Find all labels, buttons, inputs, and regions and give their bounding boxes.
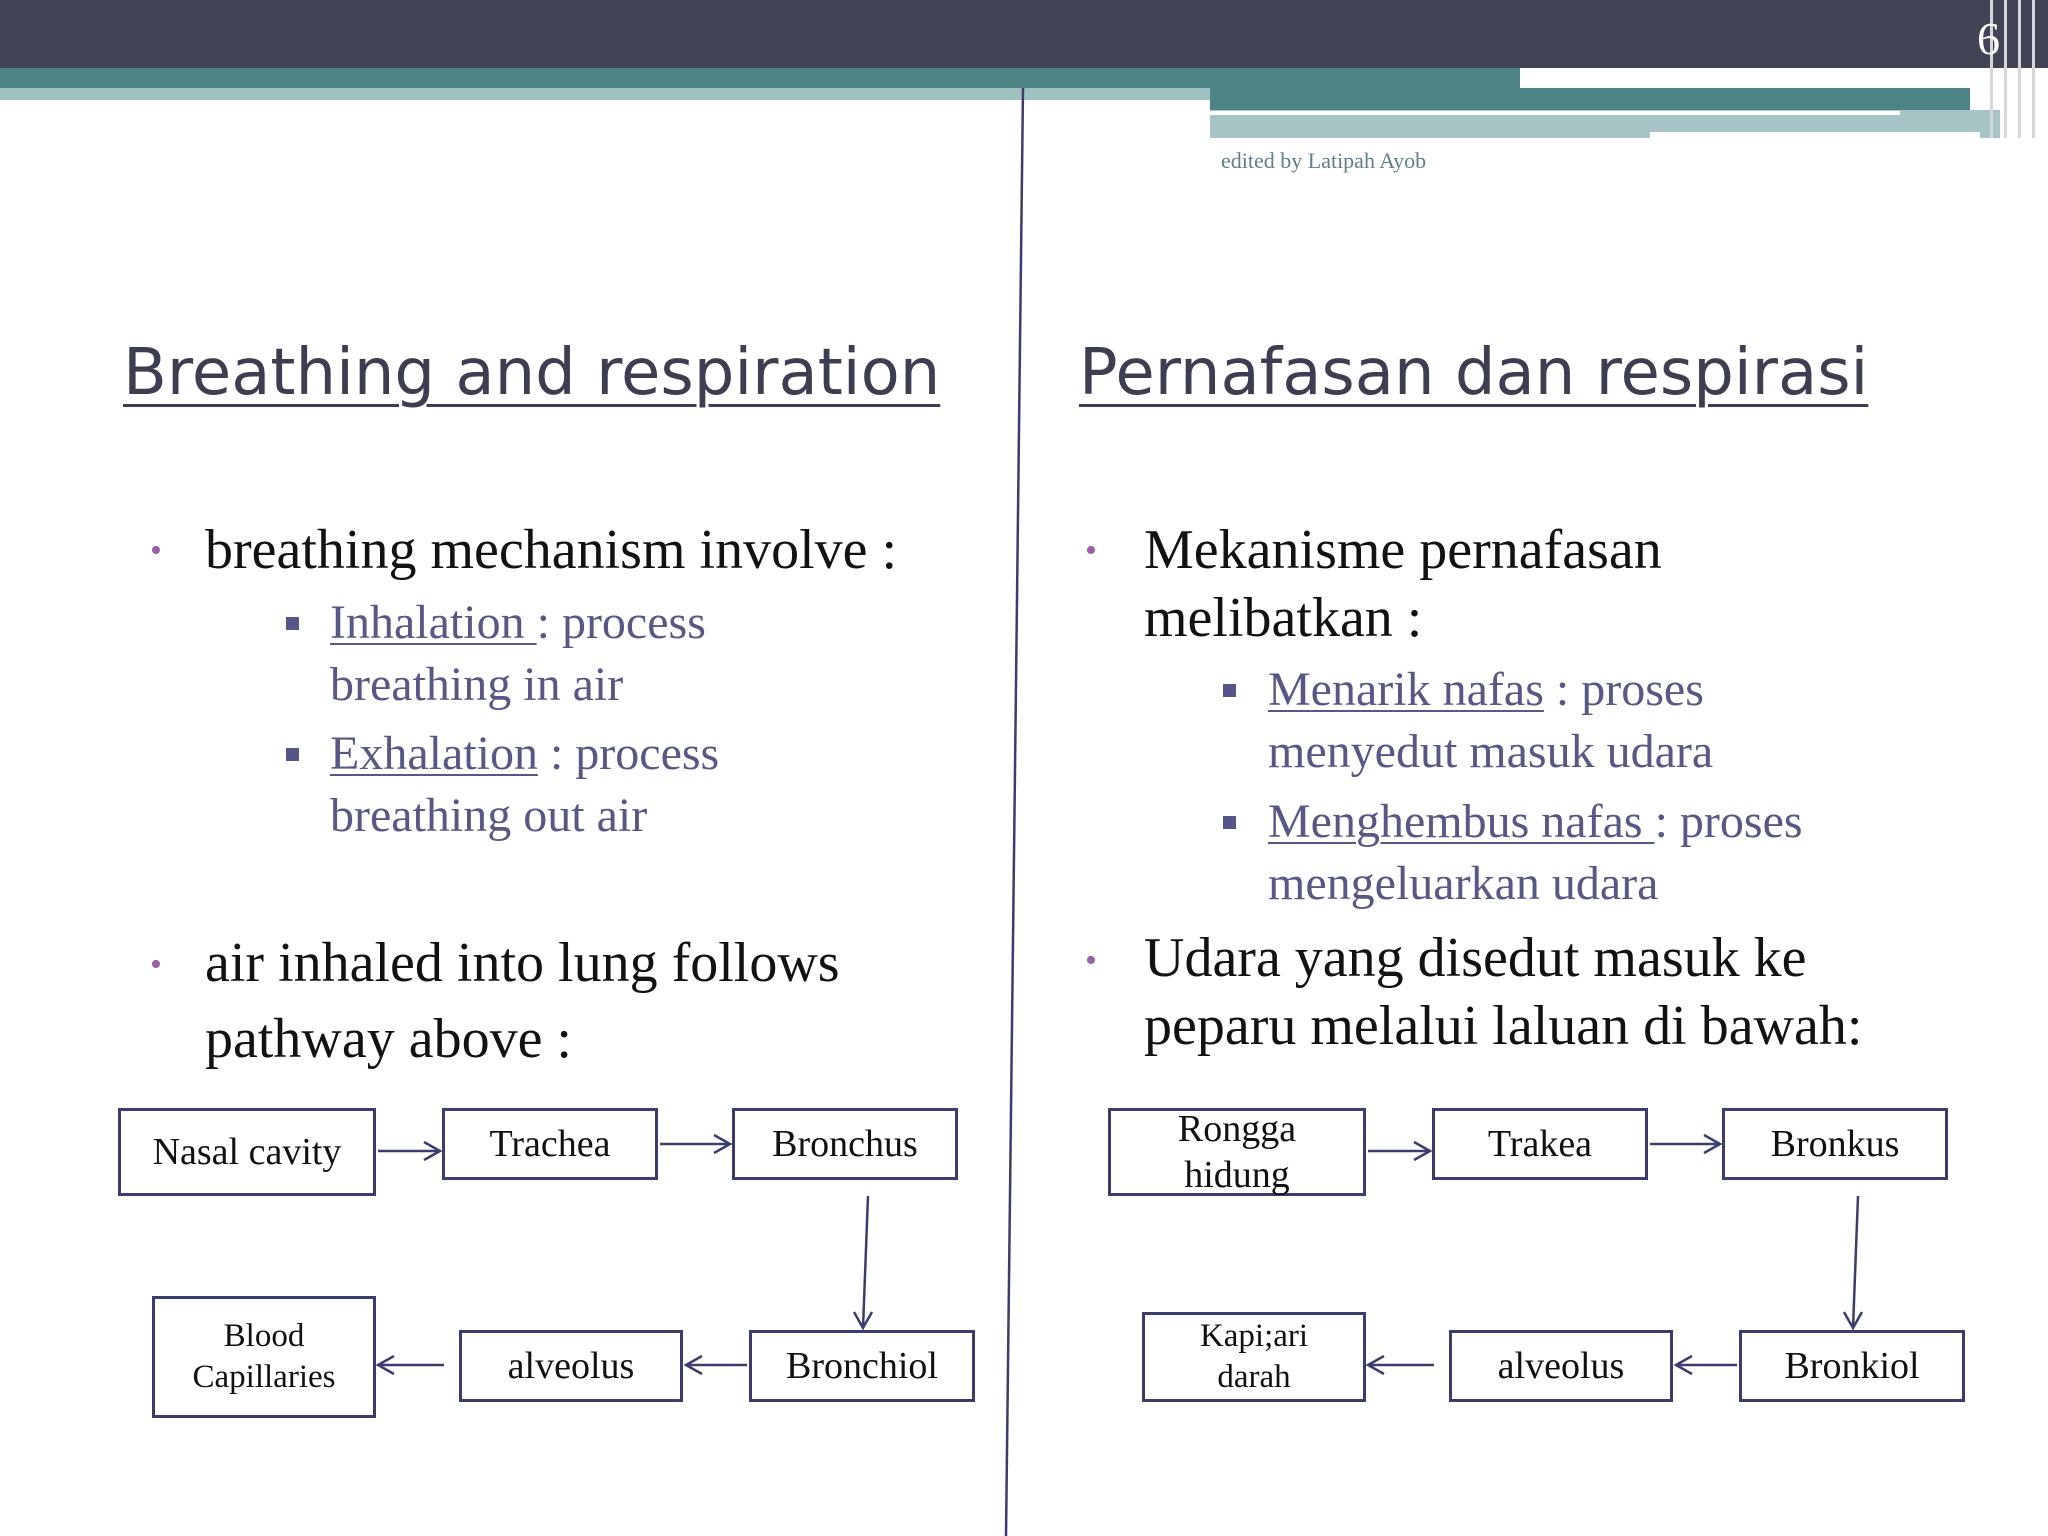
arrow-left-icon bbox=[686, 1356, 747, 1374]
right-sub-1-rest: : proses bbox=[1543, 663, 1704, 716]
left-sub-1-rest: : process bbox=[536, 596, 706, 649]
blood-capillaries-line2: Capillaries bbox=[192, 1359, 336, 1395]
kapilari-darah-line2: darah bbox=[1217, 1359, 1291, 1395]
right-bullet-1-line2: melibatkan : bbox=[1144, 587, 1423, 649]
left-sub-2-rest: : process bbox=[537, 727, 720, 780]
right-title: Pernafasan dan respirasi bbox=[1079, 336, 1869, 410]
right-sub-2-line2: mengeluarkan udara bbox=[1268, 857, 1659, 910]
arrow-left-icon bbox=[1676, 1356, 1737, 1374]
arrow-right-icon bbox=[1650, 1135, 1720, 1153]
menarik-nafas-term: Menarik nafas bbox=[1268, 663, 1544, 716]
left-bullet-2-line2: pathway above : bbox=[205, 1008, 572, 1070]
blood-capillaries-line1: Blood bbox=[223, 1318, 305, 1354]
inhalation-term: Inhalation bbox=[330, 596, 537, 649]
flow-box-bronkus: Bronkus bbox=[1722, 1108, 1948, 1180]
rongga-hidung-line1: Rongga bbox=[1177, 1108, 1297, 1150]
slide-credit: edited by Latipah Ayob bbox=[1221, 148, 1427, 173]
menghembus-nafas-term: Menghembus nafas bbox=[1268, 795, 1655, 848]
exhalation-term: Exhalation bbox=[330, 727, 538, 780]
left-sub-2-line2: breathing out air bbox=[330, 789, 648, 842]
flow-box-nasal-cavity: Nasal cavity bbox=[118, 1108, 376, 1196]
flow-box-bronchiol: Bronchiol bbox=[749, 1330, 975, 1402]
right-bullet-2-line2: peparu melalui laluan di bawah: bbox=[1144, 995, 1863, 1057]
arrow-left-icon bbox=[378, 1356, 444, 1374]
right-bullet-1-line1: Mekanisme pernafasan bbox=[1144, 519, 1662, 581]
kapilari-darah-line1: Kapi;ari bbox=[1199, 1318, 1309, 1354]
flow-box-alveolus-right: alveolus bbox=[1449, 1330, 1673, 1402]
rongga-hidung-line2: hidung bbox=[1184, 1154, 1290, 1196]
arrow-left-icon bbox=[1368, 1356, 1434, 1374]
left-bullet-1-text: breathing mechanism involve : bbox=[205, 519, 898, 581]
left-bullet-2-line1: air inhaled into lung follows bbox=[205, 932, 840, 994]
left-title: Breathing and respiration bbox=[123, 336, 941, 410]
slide-number: 6 bbox=[1977, 13, 2000, 64]
flow-box-alveolus: alveolus bbox=[459, 1330, 683, 1402]
arrow-right-icon bbox=[660, 1135, 730, 1153]
arrow-down-icon bbox=[854, 1196, 872, 1328]
flow-box-trachea: Trachea bbox=[442, 1108, 658, 1180]
flow-box-bronkiol: Bronkiol bbox=[1739, 1330, 1965, 1402]
flow-box-trakea: Trakea bbox=[1432, 1108, 1648, 1180]
arrow-right-icon bbox=[378, 1142, 440, 1160]
right-sub-2-rest: : proses bbox=[1654, 795, 1803, 848]
left-bullet-1-dot: • bbox=[150, 532, 162, 569]
right-bullet-1-dot: • bbox=[1085, 532, 1097, 569]
arrow-down-icon bbox=[1844, 1196, 1862, 1328]
right-sub-1-line2: menyedut masuk udara bbox=[1268, 725, 1714, 778]
right-bullet-2-dot: • bbox=[1085, 942, 1097, 979]
left-sub-1-line2: breathing in air bbox=[330, 658, 624, 711]
right-bullet-2-line1: Udara yang disedut masuk ke bbox=[1144, 927, 1807, 989]
left-bullet-2-dot: • bbox=[150, 946, 162, 983]
arrow-right-icon bbox=[1368, 1142, 1430, 1160]
flow-box-bronchus: Bronchus bbox=[732, 1108, 958, 1180]
